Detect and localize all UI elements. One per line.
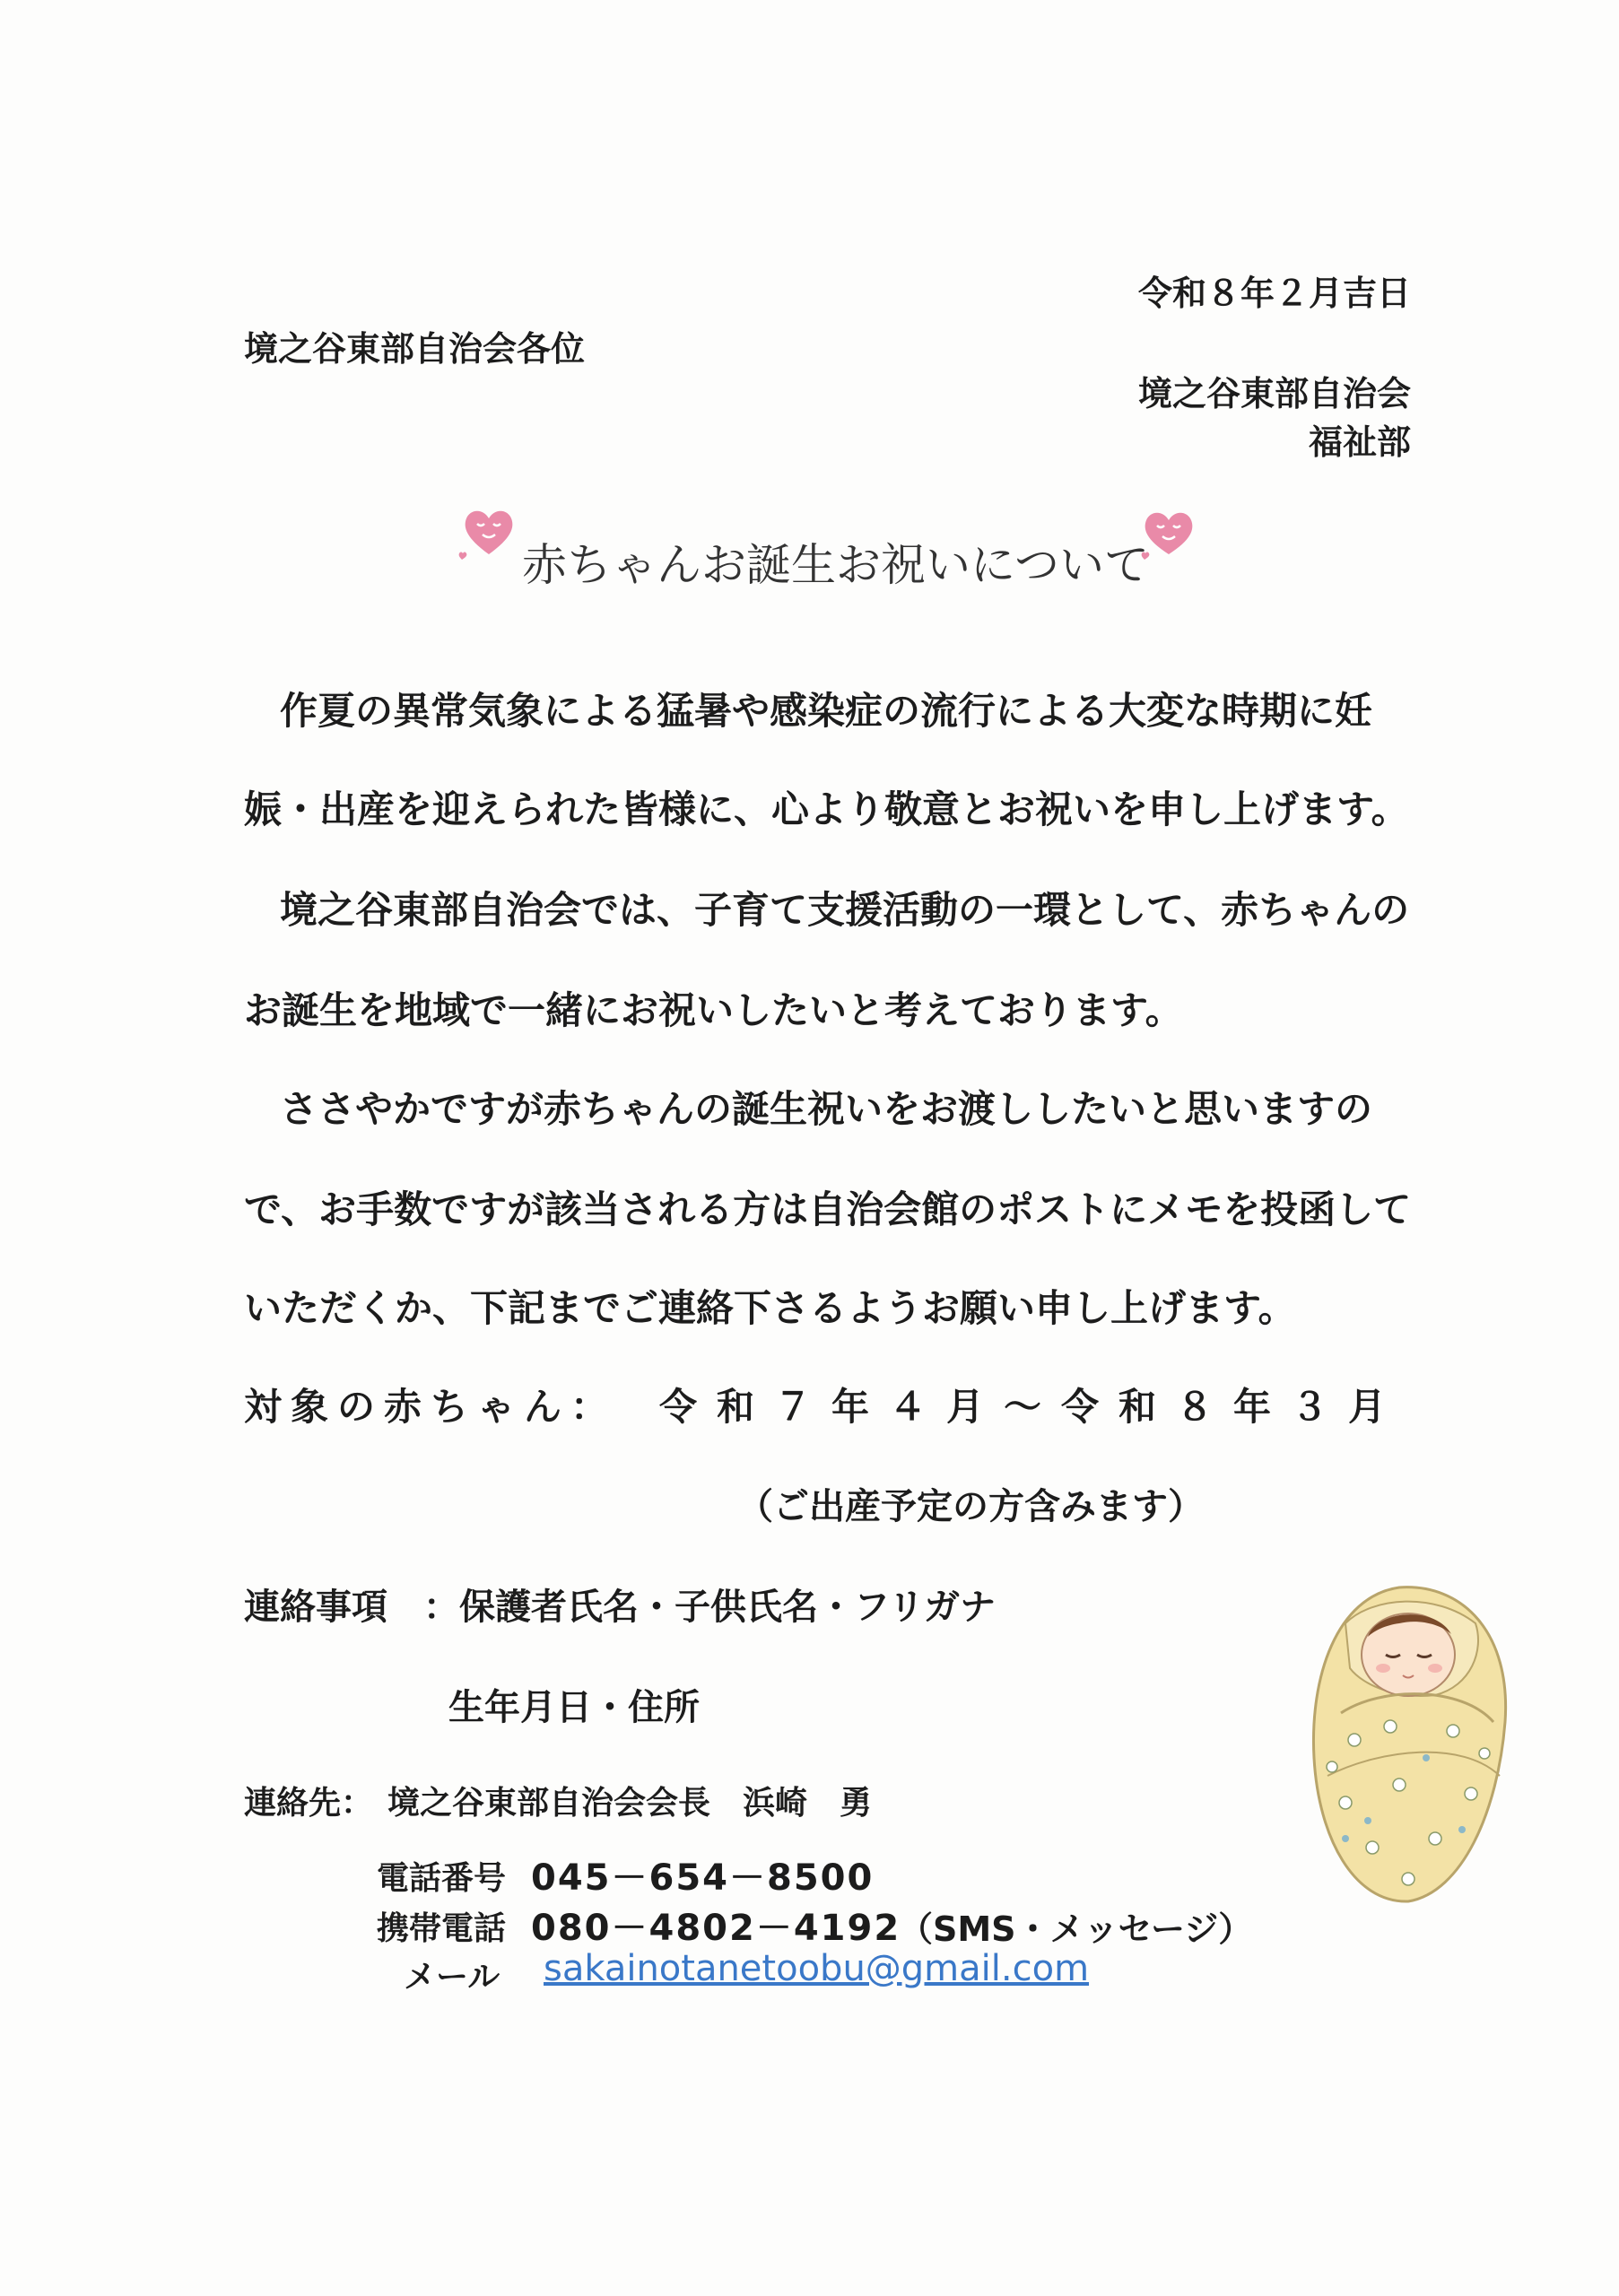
paragraph-line: いただくか、下記までご連絡下さるようお願い申し上げます。 bbox=[244, 1286, 1296, 1330]
paragraph-line: ささやかですが赤ちゃんの誕生祝いをお渡ししたいと思いますの bbox=[280, 1087, 1373, 1131]
contact-items-label: 連絡事項 bbox=[244, 1587, 387, 1628]
email-link[interactable]: sakainotanetoobu@gmail.com bbox=[544, 1948, 1090, 1989]
phone-label: 電話番号 bbox=[377, 1860, 507, 1897]
target-period: 令和７年４月～令和８年３月 bbox=[659, 1385, 1406, 1429]
sender-organization: 境之谷東部自治会 bbox=[1137, 374, 1411, 413]
mobile-label: 携帯電話 bbox=[377, 1910, 507, 1947]
contact-items-line-1: ：保護者氏名・子供氏名・フリガナ bbox=[423, 1587, 996, 1628]
contact-label: 連絡先： bbox=[244, 1785, 374, 1822]
target-note: （ご出産予定の方含みます） bbox=[737, 1486, 1204, 1527]
target-label: 対象の赤ちゃん： bbox=[244, 1385, 618, 1429]
swaddled-baby-icon bbox=[1292, 1570, 1525, 1910]
heart-left-icon bbox=[457, 500, 520, 563]
paragraph-line: 娠・出産を迎えられた皆様に、心より敬意とお祝いを申し上げます。 bbox=[244, 787, 1409, 831]
contact-person: 境之谷東部自治会会長 浜崎 勇 bbox=[387, 1785, 873, 1822]
recipient-line: 境之谷東部自治会各位 bbox=[244, 329, 586, 369]
sender-department: 福祉部 bbox=[1308, 422, 1411, 462]
phone-number: 045－654－8500 bbox=[531, 1857, 875, 1899]
page-title: 赤ちゃんお誕生お祝いについて bbox=[522, 539, 1149, 591]
mobile-number: 080－4802－4192 bbox=[531, 1908, 901, 1949]
document-date: 令和８年２月吉日 bbox=[1137, 274, 1411, 313]
paragraph-line: お誕生を地域で一緒にお祝いしたいと考えております。 bbox=[244, 988, 1183, 1032]
contact-items-line-2: 生年月日・住所 bbox=[448, 1687, 700, 1728]
mobile-note: （SMS・メッセージ） bbox=[899, 1909, 1253, 1949]
paragraph-line: 作夏の異常気象による猛暑や感染症の流行による大変な時期に妊 bbox=[280, 689, 1373, 733]
paragraph-line: 境之谷東部自治会では、子育て支援活動の一環として、赤ちゃんの bbox=[280, 888, 1410, 932]
mail-label: メール bbox=[404, 1959, 500, 1996]
paragraph-line: で、お手数ですが該当される方は自治会館のポストにメモを投函して bbox=[244, 1187, 1412, 1231]
